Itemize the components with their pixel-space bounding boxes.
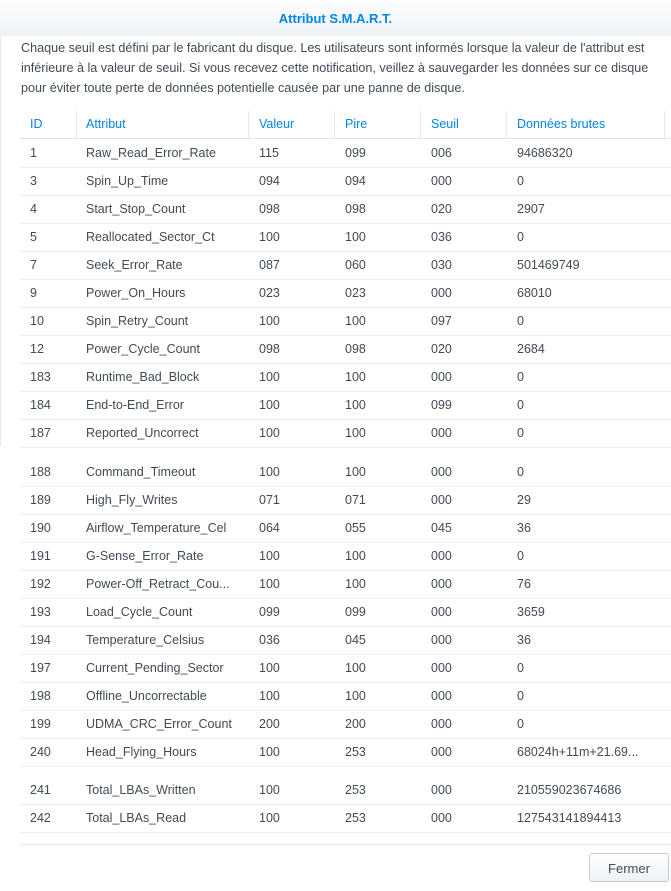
cell-id: 241 <box>30 783 51 797</box>
cell-id: 190 <box>30 521 51 535</box>
cell-worst: 060 <box>345 258 366 272</box>
cell-worst: 100 <box>345 549 366 563</box>
column-header-id[interactable]: ID <box>20 111 77 138</box>
cell-attribute: Current_Pending_Sector <box>86 661 224 675</box>
cell-id: 188 <box>30 465 51 479</box>
cell-id: 197 <box>30 661 51 675</box>
cell-raw-data: 29 <box>517 493 531 507</box>
cell-threshold: 000 <box>431 783 452 797</box>
cell-attribute: Command_Timeout <box>86 465 196 479</box>
cell-value: 100 <box>259 783 280 797</box>
table-row[interactable] <box>20 626 671 655</box>
cell-id: 242 <box>30 811 51 825</box>
cell-threshold: 000 <box>431 286 452 300</box>
cell-attribute: Power_On_Hours <box>86 286 186 300</box>
cell-attribute: Seek_Error_Rate <box>86 258 183 272</box>
table-row[interactable] <box>20 514 671 543</box>
cell-value: 100 <box>259 465 280 479</box>
table-row[interactable] <box>20 195 671 224</box>
cell-raw-data: 2684 <box>517 342 545 356</box>
cell-attribute: Raw_Read_Error_Rate <box>86 146 216 160</box>
cell-id: 7 <box>30 258 37 272</box>
table-row[interactable] <box>20 682 671 711</box>
cell-id: 194 <box>30 633 51 647</box>
cell-raw-data: 0 <box>517 465 524 479</box>
cell-raw-data: 0 <box>517 370 524 384</box>
cell-worst: 100 <box>345 314 366 328</box>
cell-value: 100 <box>259 661 280 675</box>
cell-attribute: Total_LBAs_Read <box>86 811 187 825</box>
table-row[interactable] <box>20 279 671 308</box>
cell-threshold: 036 <box>431 230 452 244</box>
cell-raw-data: 0 <box>517 661 524 675</box>
cell-value: 023 <box>259 286 280 300</box>
cell-id: 192 <box>30 577 51 591</box>
cell-value: 071 <box>259 493 280 507</box>
cell-attribute: Reported_Uncorrect <box>86 426 199 440</box>
cell-raw-data: 0 <box>517 314 524 328</box>
cell-raw-data: 3659 <box>517 605 545 619</box>
cell-attribute: Temperature_Celsius <box>86 633 205 647</box>
cell-attribute: Total_LBAs_Written <box>86 783 196 797</box>
cell-worst: 098 <box>345 342 366 356</box>
cell-value: 100 <box>259 689 280 703</box>
cell-raw-data: 501469749 <box>517 258 580 272</box>
cell-id: 198 <box>30 689 51 703</box>
cell-raw-data: 0 <box>517 174 524 188</box>
cell-raw-data: 2907 <box>517 202 545 216</box>
cell-raw-data: 36 <box>517 633 531 647</box>
table-row[interactable] <box>20 654 671 683</box>
table-row[interactable] <box>20 167 671 196</box>
cell-attribute: Start_Stop_Count <box>86 202 186 216</box>
cell-worst: 100 <box>345 398 366 412</box>
cell-id: 4 <box>30 202 37 216</box>
cell-attribute: Load_Cycle_Count <box>86 605 193 619</box>
table-row[interactable] <box>20 251 671 280</box>
table-row[interactable] <box>20 335 671 364</box>
table-row[interactable] <box>20 223 671 252</box>
table-row[interactable] <box>20 486 671 515</box>
cell-value: 100 <box>259 549 280 563</box>
cell-threshold: 000 <box>431 745 452 759</box>
cell-worst: 099 <box>345 605 366 619</box>
cell-value: 100 <box>259 745 280 759</box>
column-header-threshold[interactable]: Seuil <box>421 111 507 138</box>
cell-id: 199 <box>30 717 51 731</box>
cell-value: 115 <box>259 146 279 160</box>
table-row[interactable] <box>20 307 671 336</box>
cell-threshold: 000 <box>431 174 452 188</box>
cell-worst: 253 <box>345 811 366 825</box>
table-row[interactable] <box>20 598 671 627</box>
cell-raw-data: 0 <box>517 689 524 703</box>
cell-raw-data: 0 <box>517 717 524 731</box>
cell-value: 100 <box>259 426 280 440</box>
cell-attribute: Power-Off_Retract_Cou... <box>86 577 230 591</box>
cell-worst: 100 <box>345 370 366 384</box>
table-row[interactable] <box>20 458 671 487</box>
cell-attribute: Runtime_Bad_Block <box>86 370 200 384</box>
cell-threshold: 000 <box>431 370 452 384</box>
cell-raw-data: 127543141894413 <box>517 811 622 825</box>
dialog-description: Chaque seuil est défini par le fabricant du disque. Les utilisateurs sont informés lorsque la valeur de l'attribut est inférieure à la valeur de seuil. Si vous recevez cette notification, veillez à sauvegarder les données sur ce disque pour éviter toute perte de données potentielle causée par une panne de disque. <box>21 41 649 95</box>
cell-raw-data: 68024h+11m+21.69... <box>517 745 639 759</box>
table-row[interactable] <box>20 363 671 392</box>
cell-worst: 071 <box>345 493 366 507</box>
cell-value: 099 <box>259 605 280 619</box>
cell-attribute: Airflow_Temperature_Cel <box>86 521 227 535</box>
cell-id: 193 <box>30 605 51 619</box>
cell-worst: 055 <box>345 521 366 535</box>
cell-raw-data: 94686320 <box>517 146 573 160</box>
cell-threshold: 030 <box>431 258 452 272</box>
cell-value: 100 <box>259 577 280 591</box>
cell-value: 100 <box>259 398 280 412</box>
footer-divider <box>20 844 671 845</box>
cell-id: 240 <box>30 745 51 759</box>
column-header-worst[interactable]: Pire <box>335 111 421 138</box>
table-row[interactable] <box>20 738 671 767</box>
cell-raw-data: 36 <box>517 521 531 535</box>
table-row[interactable] <box>20 542 671 571</box>
cell-worst: 200 <box>345 717 366 731</box>
cell-worst: 253 <box>345 783 366 797</box>
cell-attribute: End-to-End_Error <box>86 398 184 412</box>
table-row[interactable] <box>20 804 671 833</box>
cell-attribute: High_Fly_Writes <box>86 493 178 507</box>
cell-threshold: 020 <box>431 202 452 216</box>
cell-attribute: Spin_Retry_Count <box>86 314 189 328</box>
cell-value: 064 <box>259 521 280 535</box>
cell-worst: 253 <box>345 745 366 759</box>
cell-worst: 100 <box>345 661 366 675</box>
cell-worst: 100 <box>345 426 366 440</box>
cell-attribute: G-Sense_Error_Rate <box>86 549 204 563</box>
cell-threshold: 099 <box>431 398 452 412</box>
table-header <box>20 111 671 139</box>
cell-threshold: 000 <box>431 689 452 703</box>
cell-value: 098 <box>259 342 280 356</box>
cell-id: 189 <box>30 493 51 507</box>
table-row[interactable] <box>20 710 671 739</box>
column-header-attribute[interactable]: Attribut <box>77 111 249 138</box>
table-row[interactable] <box>20 570 671 599</box>
cell-attribute: Spin_Up_Time <box>86 174 169 188</box>
cell-id: 9 <box>30 286 37 300</box>
cell-raw-data: 76 <box>517 577 531 591</box>
left-border <box>0 36 1 446</box>
cell-id: 191 <box>30 549 51 563</box>
cell-attribute: Reallocated_Sector_Ct <box>86 230 215 244</box>
cell-worst: 023 <box>345 286 366 300</box>
cell-id: 183 <box>30 370 51 384</box>
cell-threshold: 000 <box>431 633 452 647</box>
cell-threshold: 000 <box>431 493 452 507</box>
cell-id: 184 <box>30 398 51 412</box>
cell-attribute: Head_Flying_Hours <box>86 745 197 759</box>
cell-id: 1 <box>30 146 37 160</box>
cell-threshold: 006 <box>431 146 452 160</box>
cell-threshold: 000 <box>431 549 452 563</box>
table-row[interactable] <box>20 391 671 420</box>
cell-threshold: 000 <box>431 605 452 619</box>
cell-value: 200 <box>259 717 280 731</box>
cell-worst: 045 <box>345 633 366 647</box>
cell-threshold: 000 <box>431 811 452 825</box>
table-row[interactable] <box>20 139 671 168</box>
column-header-value[interactable]: Valeur <box>249 111 335 138</box>
cell-value: 098 <box>259 202 280 216</box>
cell-value: 094 <box>259 174 280 188</box>
column-header-raw-data[interactable]: Données brutes <box>507 111 665 138</box>
cell-value: 036 <box>259 633 280 647</box>
table-row[interactable] <box>20 419 671 448</box>
cell-id: 187 <box>30 426 51 440</box>
cell-id: 12 <box>30 342 44 356</box>
cell-threshold: 000 <box>431 717 452 731</box>
cell-threshold: 000 <box>431 465 452 479</box>
cell-threshold: 097 <box>431 314 452 328</box>
cell-threshold: 000 <box>431 426 452 440</box>
cell-id: 5 <box>30 230 37 244</box>
cell-worst: 098 <box>345 202 366 216</box>
cell-value: 100 <box>259 314 280 328</box>
cell-worst: 100 <box>345 465 366 479</box>
cell-worst: 100 <box>345 230 366 244</box>
dialog-title: Attribut S.M.A.R.T. <box>278 11 393 26</box>
cell-value: 100 <box>259 811 280 825</box>
cell-id: 3 <box>30 174 37 188</box>
cell-threshold: 045 <box>431 521 452 535</box>
cell-value: 100 <box>259 230 280 244</box>
cell-attribute: Power_Cycle_Count <box>86 342 200 356</box>
cell-value: 100 <box>259 370 280 384</box>
cell-raw-data: 0 <box>517 426 524 440</box>
cell-worst: 100 <box>345 577 366 591</box>
cell-value: 087 <box>259 258 280 272</box>
table-row[interactable] <box>20 776 671 805</box>
cell-raw-data: 210559023674686 <box>517 783 622 797</box>
cell-raw-data: 68010 <box>517 286 552 300</box>
cell-raw-data: 0 <box>517 398 524 412</box>
cell-worst: 100 <box>345 689 366 703</box>
dialog-title-bar <box>0 0 671 36</box>
cell-raw-data: 0 <box>517 549 524 563</box>
cell-threshold: 000 <box>431 577 452 591</box>
cell-attribute: Offline_Uncorrectable <box>86 689 207 703</box>
close-button[interactable]: Fermer <box>589 853 669 882</box>
cell-worst: 094 <box>345 174 366 188</box>
cell-attribute: UDMA_CRC_Error_Count <box>86 717 232 731</box>
cell-threshold: 000 <box>431 661 452 675</box>
cell-id: 10 <box>30 314 44 328</box>
smart-attributes-table <box>20 111 671 845</box>
cell-threshold: 020 <box>431 342 452 356</box>
cell-raw-data: 0 <box>517 230 524 244</box>
cell-worst: 099 <box>345 146 366 160</box>
